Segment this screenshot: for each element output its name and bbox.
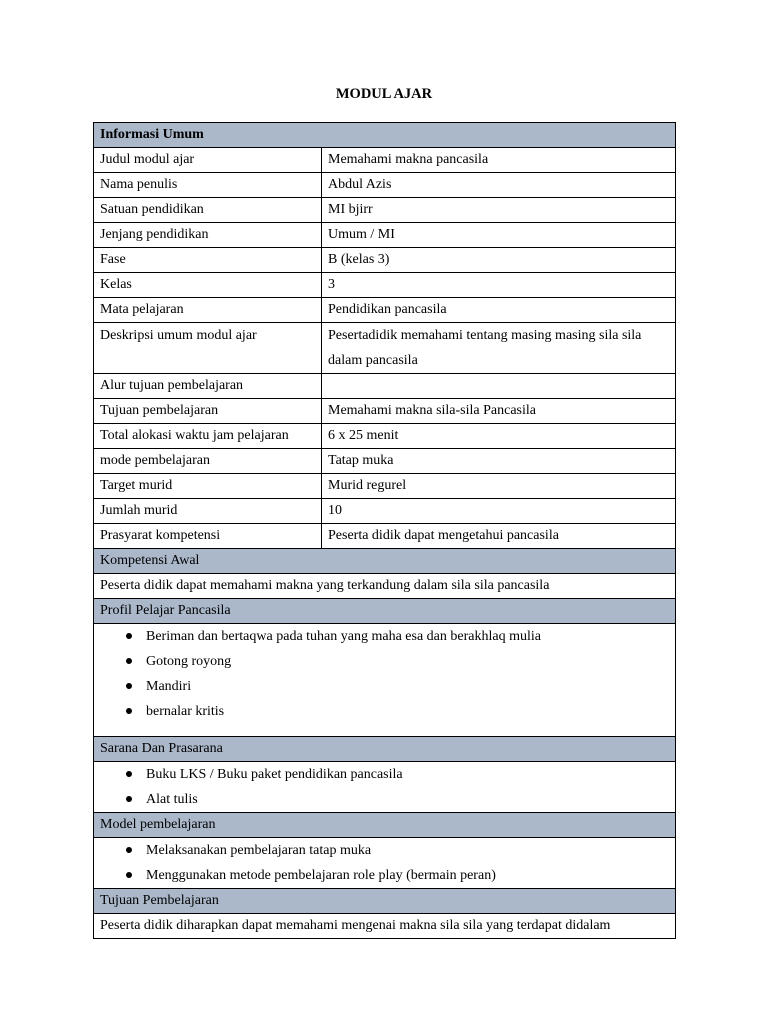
row-label: Prasyarat kompetensi xyxy=(94,524,322,549)
section-header: Sarana Dan Prasarana xyxy=(94,737,676,762)
list-item-text: Alat tulis xyxy=(146,792,198,807)
bullet-icon xyxy=(126,872,132,878)
bullet-icon xyxy=(126,847,132,853)
table-row xyxy=(94,914,676,939)
list-item xyxy=(120,762,669,787)
row-value: B (kelas 3) xyxy=(322,248,676,273)
section-header: Profil Pelajar Pancasila xyxy=(94,599,676,624)
row-value: Pesertadidik memahami tentang masing masing sila sila dalam pancasila xyxy=(322,323,676,374)
row-label: Target murid xyxy=(94,474,322,499)
row-label: Judul modul ajar xyxy=(94,148,322,173)
list-item-text: Mandiri xyxy=(146,679,192,694)
list-item xyxy=(120,863,669,888)
section-informasi-umum xyxy=(94,123,676,148)
row-label: Total alokasi waktu jam pelajaran xyxy=(94,424,322,449)
row-value: Peserta didik dapat mengetahui pancasila xyxy=(322,524,676,549)
bullet-icon xyxy=(126,708,132,714)
table-row xyxy=(94,223,676,248)
row-label: Alur tujuan pembelajaran xyxy=(94,374,322,399)
list-item-text: Beriman dan bertaqwa pada tuhan yang maha esa dan berakhlaq mulia xyxy=(146,629,541,644)
row-value: 10 xyxy=(322,499,676,524)
list-item-text: Menggunakan metode pembelajaran role play (bermain peran) xyxy=(146,868,496,883)
section-profil-pelajar xyxy=(94,599,676,624)
list-item-text: Gotong royong xyxy=(146,654,232,669)
table-row xyxy=(94,198,676,223)
row-label: Jumlah murid xyxy=(94,499,322,524)
row-label: mode pembelajaran xyxy=(94,449,322,474)
table-row xyxy=(94,838,676,889)
row-value: Umum / MI xyxy=(322,223,676,248)
table-row xyxy=(94,424,676,449)
row-value: Pendidikan pancasila xyxy=(322,298,676,323)
row-label: Deskripsi umum modul ajar xyxy=(94,323,322,374)
table-row xyxy=(94,173,676,198)
list-item-text: Melaksanakan pembelajaran tatap muka xyxy=(146,843,372,858)
list-item xyxy=(120,838,669,863)
section-model xyxy=(94,813,676,838)
list-item-text: Buku LKS / Buku paket pendidikan pancasila xyxy=(146,767,403,782)
section-header: Tujuan Pembelajaran xyxy=(94,889,676,914)
row-value: 6 x 25 menit xyxy=(322,424,676,449)
table-row xyxy=(94,762,676,813)
row-label: Fase xyxy=(94,248,322,273)
section-header: Model pembelajaran xyxy=(94,813,676,838)
row-value: MI bjirr xyxy=(322,198,676,223)
table-row xyxy=(94,273,676,298)
bullet-icon xyxy=(126,658,132,664)
row-label: Kelas xyxy=(94,273,322,298)
list-item xyxy=(120,674,669,699)
list-item-text: bernalar kritis xyxy=(146,704,225,719)
row-value: Memahami makna pancasila xyxy=(322,148,676,173)
section-header: Informasi Umum xyxy=(94,123,676,148)
row-value: Tatap muka xyxy=(322,449,676,474)
list-item xyxy=(120,699,669,724)
model-list xyxy=(100,838,669,888)
sarana-list xyxy=(100,762,669,812)
row-value: 3 xyxy=(322,273,676,298)
row-label: Tujuan pembelajaran xyxy=(94,399,322,424)
module-table xyxy=(93,122,676,939)
row-value: Murid regurel xyxy=(322,474,676,499)
tujuan-text: Peserta didik diharapkan dapat memahami mengenai makna sila sila yang terdapat didalam xyxy=(94,914,676,939)
list-item xyxy=(120,787,669,812)
bullet-icon xyxy=(126,683,132,689)
table-row xyxy=(94,474,676,499)
table-row xyxy=(94,624,676,737)
table-row xyxy=(94,323,676,374)
table-row xyxy=(94,524,676,549)
row-label: Nama penulis xyxy=(94,173,322,198)
row-label: Satuan pendidikan xyxy=(94,198,322,223)
section-sarana xyxy=(94,737,676,762)
model-list-cell xyxy=(94,838,676,889)
table-row xyxy=(94,148,676,173)
profil-list xyxy=(100,624,669,724)
row-value: Abdul Azis xyxy=(322,173,676,198)
table-row xyxy=(94,574,676,599)
bullet-icon xyxy=(126,771,132,777)
bullet-icon xyxy=(126,633,132,639)
table-row xyxy=(94,499,676,524)
table-row xyxy=(94,449,676,474)
sarana-list-cell xyxy=(94,762,676,813)
table-row xyxy=(94,399,676,424)
table-row xyxy=(94,298,676,323)
bullet-icon xyxy=(126,796,132,802)
section-kompetensi-awal xyxy=(94,549,676,574)
page-title: MODUL AJAR xyxy=(335,86,433,102)
row-label: Jenjang pendidikan xyxy=(94,223,322,248)
kompetensi-awal-text: Peserta didik dapat memahami makna yang terkandung dalam sila sila pancasila xyxy=(94,574,676,599)
row-label: Mata pelajaran xyxy=(94,298,322,323)
list-item xyxy=(120,649,669,674)
profil-list-cell xyxy=(94,624,676,737)
row-value: Memahami makna sila-sila Pancasila xyxy=(322,399,676,424)
table-row xyxy=(94,248,676,273)
list-item xyxy=(120,624,669,649)
section-tujuan xyxy=(94,889,676,914)
row-value xyxy=(322,374,676,399)
section-header: Kompetensi Awal xyxy=(94,549,676,574)
table-row xyxy=(94,374,676,399)
